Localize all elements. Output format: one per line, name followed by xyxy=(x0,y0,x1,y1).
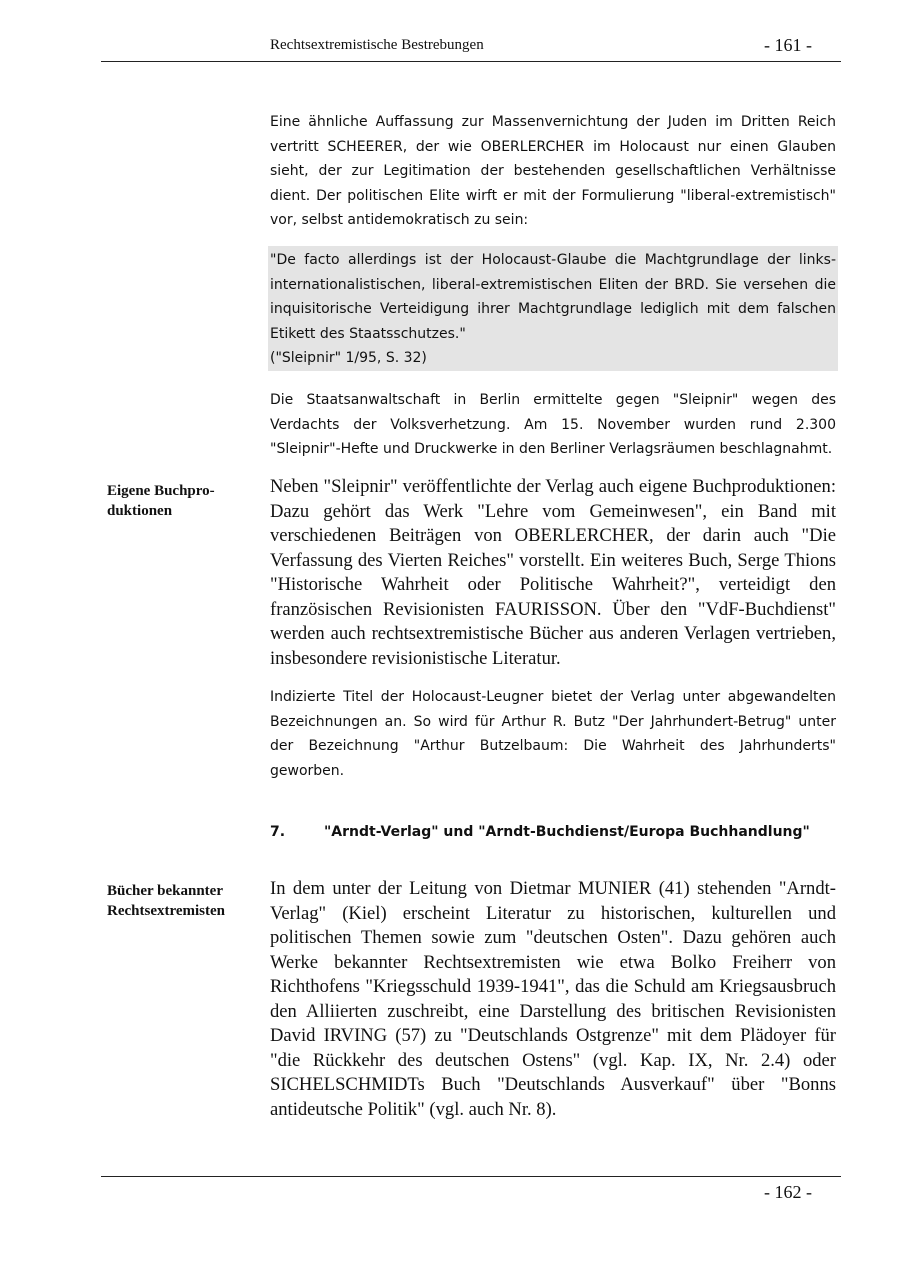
margin-note-buchproduktionen: Eigene Buchpro-duktionen xyxy=(107,483,215,519)
section-number: 7. xyxy=(270,824,286,840)
header-rule xyxy=(101,61,841,62)
header-page-number: - 161 - xyxy=(764,35,812,55)
footer-rule xyxy=(101,1176,841,1177)
footer-page-number: - 162 - xyxy=(764,1182,812,1202)
paragraph-indizierte-titel: Indizierte Titel der Holocaust-Leugner bietet der Verlag unter abgewandelten Bezeichnungen an. So wird für Arthur R. Butz "Der Jahrhundert-Betrug" unter der Bezeichnung "Arthur Butzelbaum: Die Wahrheit des Jahrhunderts" geworben. xyxy=(270,689,836,779)
paragraph-staatsanwaltschaft: Die Staatsanwaltschaft in Berlin ermittelte gegen "Sleipnir" wegen des Verdachts der Volksverhetzung. Am 15. November wurden rund 2.300 "Sleipnir"-Hefte und Druckwerke in den Berliner Verlagsräumen beschlagnahmt. xyxy=(270,392,836,458)
paragraph-scheerer: Eine ähnliche Auffassung zur Massenvernichtung der Juden im Dritten Reich vertritt SCHEERER, der wie OBERLERCHER im Holocaust nur einen Glauben sieht, der zur Legitimation der bestehenden gesellschaftlichen Verhältnisse dient. Der politischen Elite wirft er mit der Formulierung "liberal-extremistisch" vor, selbst antidemokratisch zu sein: xyxy=(270,114,836,229)
quote-source: ("Sleipnir" 1/95, S. 32) xyxy=(270,350,427,367)
paragraph-buchproduktionen: Neben "Sleipnir" veröffentlichte der Verlag auch eigene Buchproduktionen: Dazu gehört das Werk "Lehre vom Gemeinwesen", ein Band mit verschiedenen Beiträgen von OBERLERCHER, der darin auch "Die Verfassung des Vierten Reiches" vorstellt. Ein weiteres Buch, Serge Thions "Historische Wahrheit oder Politische Wahrheit?", verteidigt den französischen Revisionisten FAURISSON. Über den "VdF-Buchdienst" werden auch rechtsextremistische Bücher aus anderen Verlagen vertrieben, insbesondere revisionistische Literatur. xyxy=(270,476,836,669)
margin-note-rechtsextremisten: Bücher bekannter Rechtsextremisten xyxy=(107,883,226,919)
quote-text: "De facto allerdings ist der Holocaust-Glaube die Machtgrundlage der links-internationalistischen, liberal-extremistischen Eliten der BRD. Sie versehen die inquisitorische Verteidigung ihrer Machtgrundlage lediglich mit dem falschen Etikett des Staatsschutzes." xyxy=(270,252,836,342)
section-heading xyxy=(270,824,810,840)
block-quote xyxy=(268,246,838,371)
paragraph-arndt-verlag: In dem unter der Leitung von Dietmar MUNIER (41) stehenden "Arndt-Verlag" (Kiel) erscheint Literatur zu historischen, kulturellen und politischen Themen sowie zum "deutschen Osten". Dazu gehören auch Werke bekannter Rechtsextremisten wie etwa Bolko Freiherr von Richthofens "Kriegsschuld 1939-1941", das die Schuld am Kriegsausbruch den Alliierten zuschreibt, eine Darstellung des britischen Revisionisten David IRVING (57) zu "Deutschlands Ostgrenze" mit dem Plädoyer für "die Rückkehr des deutschen Ostens" (vgl. Kap. IX, Nr. 2.4) oder SICHELSCHMIDTs Buch "Deutschlands Ausverkauf" über "Bonns antideutsche Politik" (vgl. auch Nr. 8). xyxy=(270,878,836,1120)
section-title: "Arndt-Verlag" und "Arndt-Buchdienst/Europa Buchhandlung" xyxy=(324,824,810,840)
header-title: Rechtsextremistische Bestrebungen xyxy=(270,37,484,53)
